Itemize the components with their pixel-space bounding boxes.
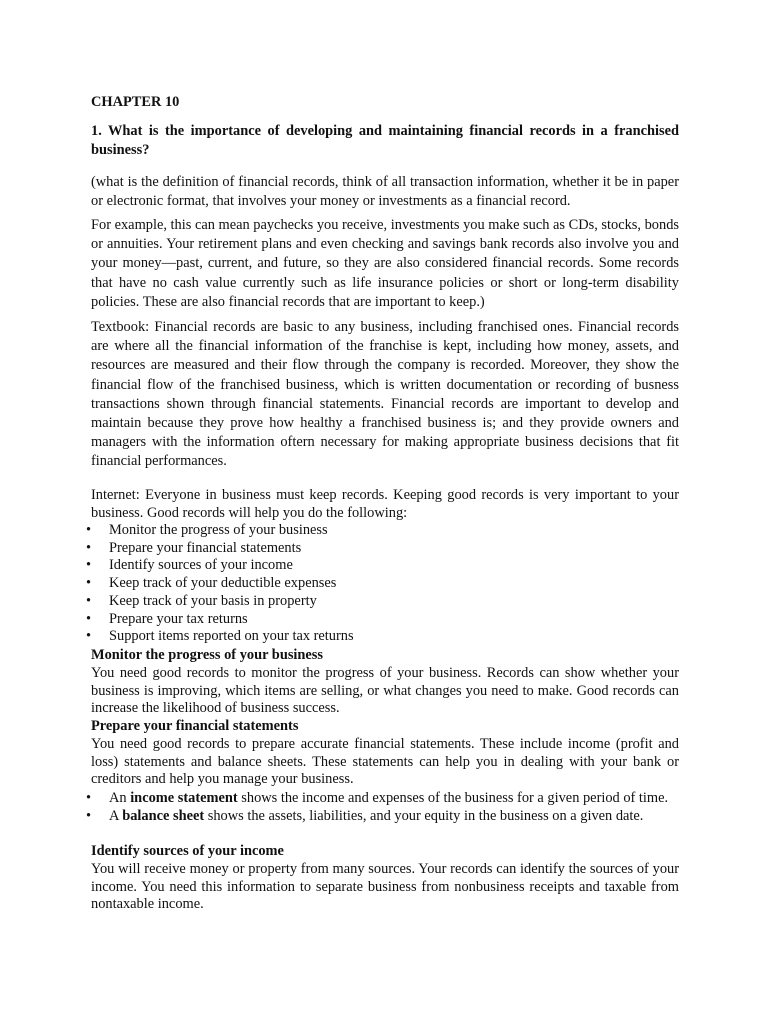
monitor-paragraph: You need good records to monitor the progress of your business. Records can show whether your business is improving, which items are selling, or what changes you need to make. Good records can increase the likelihood of business success. [91, 665, 679, 717]
question-heading: 1. What is the importance of developing and maintaining financial records in a franchised business? [91, 123, 679, 159]
list-item: • Identify sources of your income [91, 557, 679, 575]
list-item: • Prepare your financial statements [91, 540, 679, 558]
example-paragraph: For example, this can mean paychecks you receive, investments you make such as CDs, stocks, bonds or annuities. Your retirement plans and even checking and savings bank records also involve you and your money—past, current, and future, so they are also considered financial records. Some records that have no cash value currently such as life insurance policies or short or long-term disability policies. These are also financial records that are important to keep.) [91, 217, 679, 310]
list-item: • Keep track of your deductible expenses [91, 575, 679, 593]
definition-paragraph: (what is the definition of financial records, think of all transaction information, whether it be in paper or electronic format, that involves your money or investments as a financial record. [91, 174, 679, 210]
list-item: • Prepare your tax returns [91, 611, 679, 629]
section-heading-monitor: Monitor the progress of your business [91, 647, 324, 663]
list-item: • Keep track of your basis in property [91, 593, 679, 611]
balance-sheet-term: balance sheet [122, 807, 205, 824]
chapter-title: CHAPTER 10 [91, 94, 180, 110]
list-item: • A balance sheet shows the assets, liabilities, and your equity in the business on a given date. [91, 808, 679, 826]
internet-paragraph: Internet: Everyone in business must keep records. Keeping good records is very important to your business. Good records will help you do the following: [91, 487, 679, 521]
prepare-paragraph: You need good records to prepare accurate financial statements. These include income (profit and loss) statements and balance sheets. These statements can help you in dealing with your bank or creditors and help you manage your business. [91, 736, 679, 788]
list-item: • Monitor the progress of your business [91, 522, 679, 540]
list-item: • An income statement shows the income and expenses of the business for a given period of time. [91, 790, 679, 808]
statement-types-list [91, 790, 679, 825]
records-benefits-list [91, 522, 679, 646]
section-heading-prepare: Prepare your financial statements [91, 718, 299, 734]
income-statement-term: income statement [130, 790, 238, 806]
textbook-paragraph: Textbook: Financial records are basic to any business, including franchised ones. Financial records are where all the financial information of the franchise is kept, including how money, assets, and resources are measured and their flow through the company is recorded. Moreover, they show the financial flow of the franchised business, which is written documentation or recording of busness transactions shown through financial statements. Financial records are important to develop and maintain because they prove how healthy a franchised business is; and they provide owners and managers with the information oftern necessary for making appropriate business decisions that fit financial performances. [91, 319, 679, 470]
identify-paragraph: You will receive money or property from many sources. Your records can identify the sources of your income. You need this information to separate business from nonbusiness receipts and taxable from nontaxable income. [91, 861, 679, 913]
section-heading-identify: Identify sources of your income [91, 843, 284, 859]
list-item: • Support items reported on your tax returns [91, 628, 679, 646]
